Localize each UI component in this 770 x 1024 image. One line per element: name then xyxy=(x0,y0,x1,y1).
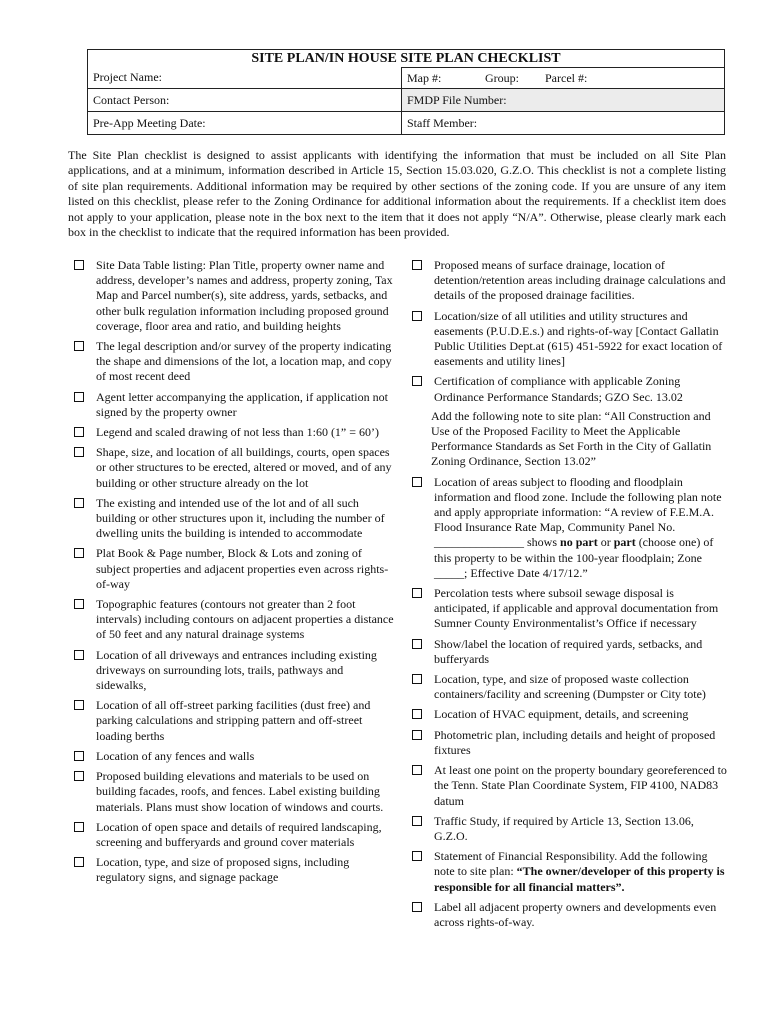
checkbox[interactable] xyxy=(74,260,84,270)
checkbox[interactable] xyxy=(412,902,422,912)
checklist-item xyxy=(412,728,730,758)
checklist-item xyxy=(74,258,394,334)
project-name-label: Project Name: xyxy=(93,70,162,85)
checkbox[interactable] xyxy=(74,599,84,609)
item-text xyxy=(434,475,722,580)
item-text: Plat Book & Page number, Block & Lots and zoning of subject properties and adjacent properties even across rights-of-way xyxy=(96,546,389,591)
item-text: Location of all off-street parking facilities (dust free) and parking calculations and stripping pattern and off-street loading berths xyxy=(96,698,371,743)
contact-person-field[interactable] xyxy=(88,89,402,112)
project-name-field[interactable] xyxy=(88,68,402,89)
flood-text-b: (choose one) of this property to be within the 100-year floodplain; Zone _____; Effective Date 4/17/12.” xyxy=(434,535,714,580)
checklist-title: SITE PLAN/IN HOUSE SITE PLAN CHECKLIST xyxy=(88,50,725,68)
checklist-item xyxy=(412,849,730,895)
checkbox[interactable] xyxy=(412,674,422,684)
checklist-item xyxy=(74,339,394,385)
checkbox[interactable] xyxy=(74,822,84,832)
item-text: Photometric plan, including details and height of proposed fixtures xyxy=(434,727,716,757)
checkbox[interactable] xyxy=(412,851,422,861)
checkbox[interactable] xyxy=(74,650,84,660)
contact-person-label: Contact Person: xyxy=(93,92,170,107)
checklist-item xyxy=(74,546,394,592)
checklist-item xyxy=(412,763,730,809)
financial-text: Statement of Financial Responsibility. Add the following note to site plan: xyxy=(434,849,708,879)
item-text: Legend and scaled drawing of not less than 1:60 (1” = 60’) xyxy=(96,425,380,440)
item-text: Shape, size, and location of all buildings, courts, open spaces or other structures to be erected, altered or moved, and of any building or other structure already on the lot xyxy=(96,445,392,490)
checkbox[interactable] xyxy=(74,447,84,457)
checkbox[interactable] xyxy=(74,751,84,761)
item-text: Location, type, and size of proposed waste collection containers/facility and screening (Dumpster or City tote) xyxy=(434,672,706,702)
checklist-item xyxy=(74,855,394,885)
preapp-label: Pre-App Meeting Date: xyxy=(93,115,206,130)
checkbox[interactable] xyxy=(412,311,422,321)
checklist-item xyxy=(412,900,730,930)
checklist-item xyxy=(74,390,394,420)
preapp-meeting-date-field[interactable] xyxy=(88,112,402,135)
intro-paragraph: The Site Plan checklist is designed to assist applicants with identifying the information that must be included on all Site Plan applications, and at a minimum, information described in Article 15, Section 15.03.020, G.Z.O. This checklist is not a complete listing of site plan requirements. Additional information may be required by other sections of the zoning code. If you are unsure of any item listed on this checklist, please refer to the Zoning Ordinance for additional information about the requirements. If a checklist item does not apply to your application, please note in the box next to the item that it does not apply “N/A”. Otherwise, please clearly mark each box in the checklist to indicate that the required information has been provided. xyxy=(68,148,726,240)
or-text: or xyxy=(597,535,614,550)
map-label: Map #: xyxy=(407,70,442,85)
checkbox[interactable] xyxy=(412,765,422,775)
item-text: Label all adjacent property owners and developments even across rights-of-way. xyxy=(434,899,717,929)
checklist-item xyxy=(412,475,730,581)
checkbox[interactable] xyxy=(74,771,84,781)
checklist-item xyxy=(74,445,394,491)
item-text: Topographic features (contours not greater than 2 foot intervals) including contours on adjacent properties a distance of 50 feet and any natural drainage systems xyxy=(96,597,394,642)
item-text: The legal description and/or survey of the property indicating the shape and dimensions of the lot, a location map, and copy of most recent deed xyxy=(96,339,392,384)
checkbox[interactable] xyxy=(74,548,84,558)
item-text: Location of all driveways and entrances including existing driveways on surrounding lots, trails, pathways and sidewalks, xyxy=(96,647,377,693)
checkbox[interactable] xyxy=(74,498,84,508)
checklist-item xyxy=(74,749,394,764)
flood-text-a: Location of areas subject to flooding and floodplain information and flood zone. Include the following plan note and apply appropriate information: “A review of F.E.M.A. Flood Insurance Rate Map, Community Panel No. _______________ shows xyxy=(434,474,722,550)
header-table xyxy=(87,49,725,135)
checklist-item xyxy=(74,820,394,850)
checklist-item xyxy=(412,707,730,722)
checkbox[interactable] xyxy=(412,376,422,386)
checklist-item xyxy=(412,586,730,632)
item-text: Location of any fences and walls xyxy=(96,748,255,763)
checklist-item xyxy=(412,374,730,404)
checkbox[interactable] xyxy=(74,427,84,437)
item-text: Location/size of all utilities and utility structures and easements (P.U.D.E.s.) and rights-of-way [Contact Gallatin Public Utilities Dept.at (615) 451-5922 for exact location of easements and utility lines] xyxy=(434,308,723,369)
group-label: Group: xyxy=(485,70,519,85)
fmdp-file-number-field[interactable] xyxy=(402,89,725,112)
checklist-item xyxy=(74,425,394,440)
checkbox[interactable] xyxy=(412,260,422,270)
item-text: Proposed means of surface drainage, location of detention/retention areas including drainage calculations and details of the proposed drainage facilities. xyxy=(434,258,726,303)
item-text: Proposed building elevations and materials to be used on building facades, roofs, and fences. Label existing building materials. Plans must show location of windows and courts. xyxy=(96,769,384,814)
checkbox[interactable] xyxy=(412,709,422,719)
item-text: At least one point on the property boundary georeferenced to the Tenn. State Plan Coordinate System, FIP 4100, NAD83 datum xyxy=(434,763,727,808)
part-text: part xyxy=(613,535,636,550)
checklist-item xyxy=(74,496,394,542)
no-part-text: no part xyxy=(560,535,598,550)
checklist-right-column xyxy=(412,258,730,935)
staff-member-field[interactable] xyxy=(402,112,725,135)
item-text: Location, type, and size of proposed signs, including regulatory signs, and signage package xyxy=(96,855,350,885)
item-text: Location of open space and details of required landscaping, screening and bufferyards and ground cover materials xyxy=(96,819,382,849)
item-text: Site Data Table listing: Plan Title, property owner name and address, developer’s names and address, property zoning, Tax Map and Parcel number(s), site address, yards, setbacks, and other bulk regulation information including proposed ground coverage, floor area and ratio, and building heights xyxy=(96,258,393,333)
checkbox[interactable] xyxy=(412,588,422,598)
item-text: Agent letter accompanying the application, if application not signed by the property owner xyxy=(96,389,388,419)
map-group-parcel-field[interactable] xyxy=(402,68,725,89)
checklist-item xyxy=(412,258,730,304)
item-text: Traffic Study, if required by Article 13, Section 13.06, G.Z.O. xyxy=(434,813,694,843)
checkbox[interactable] xyxy=(74,341,84,351)
checkbox[interactable] xyxy=(412,639,422,649)
checkbox[interactable] xyxy=(74,392,84,402)
checkbox[interactable] xyxy=(74,857,84,867)
item-text: Percolation tests where subsoil sewage disposal is anticipated, if applicable and approval documentation from Sumner County Environmentalist’s Office if necessary xyxy=(434,586,719,631)
item-text xyxy=(434,849,725,893)
checklist-item xyxy=(74,698,394,744)
checkbox[interactable] xyxy=(412,730,422,740)
financial-note-bold: “The owner/developer of this property is responsible for all financial matters”. xyxy=(434,864,725,894)
checklist-item xyxy=(412,637,730,667)
parcel-label: Parcel #: xyxy=(545,70,588,85)
checklist-left-column xyxy=(74,258,394,891)
performance-standards-note: Add the following note to site plan: “All Construction and Use of the Proposed Facility to Meet the Applicable Performance Standards as Set Forth in the City of Gallatin Zoning Ordinance, Section 13.02” xyxy=(431,408,712,469)
checklist-item xyxy=(74,648,394,694)
item-text: Location of HVAC equipment, details, and screening xyxy=(434,707,689,722)
item-text: The existing and intended use of the lot and of all such building or other structures upon it, including the number of dwelling units the building is intended to accommodate xyxy=(96,495,385,541)
checklist-item xyxy=(412,309,730,370)
checkbox[interactable] xyxy=(412,477,422,487)
checklist-item xyxy=(412,814,730,844)
checklist-item xyxy=(74,769,394,815)
fmdp-label: FMDP File Number: xyxy=(407,92,507,107)
checkbox[interactable] xyxy=(412,816,422,826)
checklist-item xyxy=(412,672,730,702)
staff-label: Staff Member: xyxy=(407,115,478,130)
checklist-item xyxy=(74,597,394,643)
checkbox[interactable] xyxy=(74,700,84,710)
item-text: Show/label the location of required yards, setbacks, and bufferyards xyxy=(434,636,703,666)
item-text: Certification of compliance with applicable Zoning Ordinance Performance Standards; GZO Sec. 13.02 xyxy=(434,374,683,404)
